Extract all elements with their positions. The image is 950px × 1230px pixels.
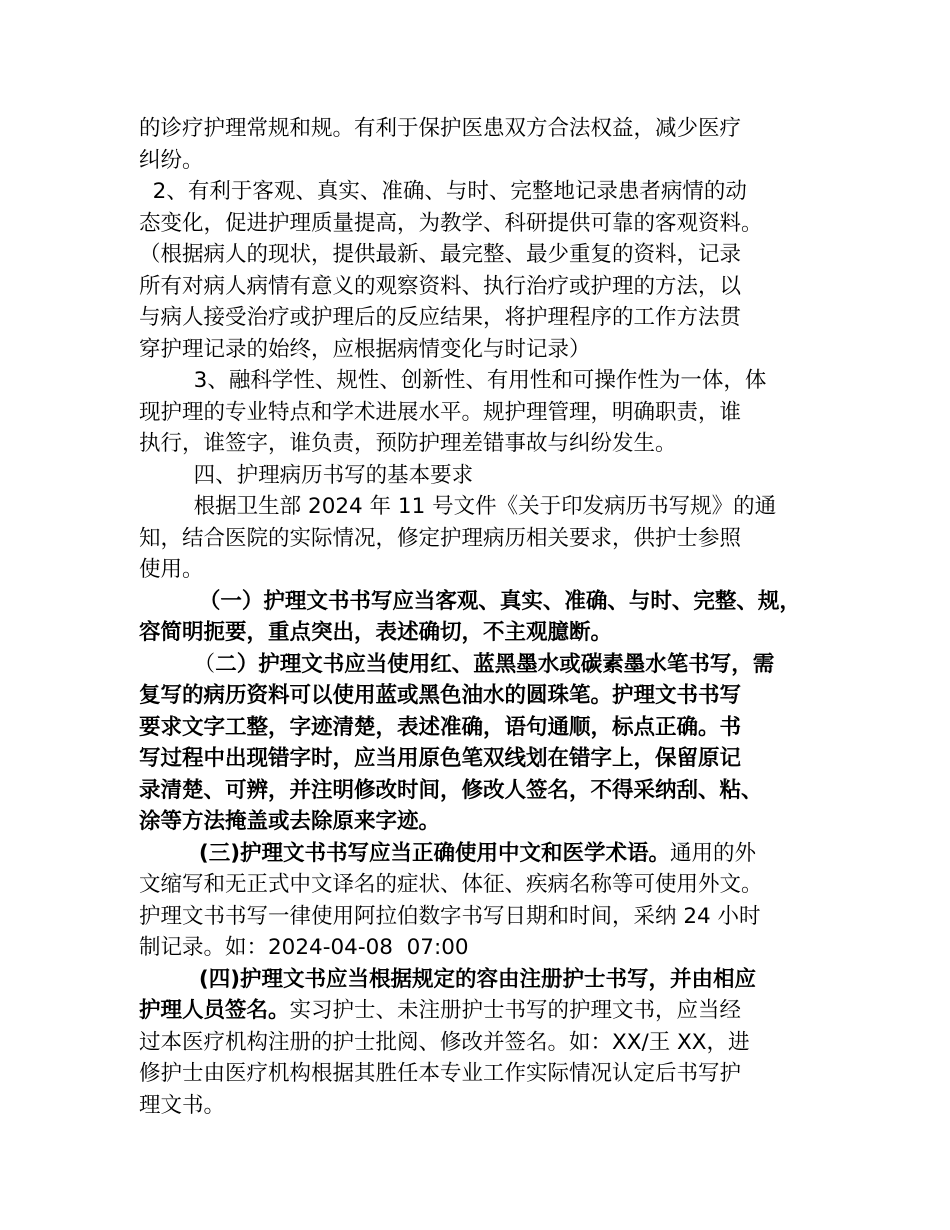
text-line <box>139 1090 829 1122</box>
text-line <box>139 680 829 712</box>
text-line <box>139 838 829 870</box>
document-page <box>139 113 829 1121</box>
text-line <box>139 176 829 208</box>
text-line <box>139 208 829 240</box>
text-line <box>139 775 829 807</box>
text-segment: 根据卫生部 2024 年 11 号文件《关于印发病历书写规》的通 <box>139 494 777 519</box>
text-segment: 纠纷。 <box>139 147 204 173</box>
text-segment: 四、护理病历书写的基本要求 <box>139 462 474 488</box>
bold-text-segment: 复写的病历资料可以使用蓝或黑色油水的圆珠笔。护理文书书写 <box>139 683 742 708</box>
text-segment: 理文书。 <box>139 1092 226 1118</box>
text-line <box>139 271 829 303</box>
text-segment: 穿护理记录的始终，应根据病情变化与时记录） <box>139 336 591 362</box>
text-line <box>139 334 829 366</box>
text-line <box>139 964 829 996</box>
text-line <box>139 869 829 901</box>
text-line <box>139 491 829 523</box>
bold-text-segment: 护理人员签名。 <box>139 998 290 1023</box>
text-line <box>139 586 829 618</box>
text-segment: 制记录。如：2024-04-08 07:00 <box>139 935 469 960</box>
text-segment: 知，结合医院的实际情况，修定护理病历相关要求，供护士参照 <box>139 525 742 551</box>
text-line <box>139 554 829 586</box>
text-line <box>139 617 829 649</box>
bold-text-segment: （一）护理文书书写应当客观、真实、准确、与时、完整、规， <box>139 588 801 614</box>
text-segment: 3、融科学性、规性、创新性、有用性和可操作性为一体，体 <box>139 368 767 393</box>
text-line <box>139 239 829 271</box>
text-segment: （根据病人的现状，提供最新、最完整、最少重复的资料，记录 <box>139 242 742 267</box>
bold-text-segment: 二）护理文书应当使用红、蓝黑墨水或碳素墨水笔书写，需 <box>215 651 775 677</box>
text-segment: 修护士由医疗机构根据其胜任本专业工作实际情况认定后书写护 <box>139 1061 742 1086</box>
text-segment: 实习护士、未注册护士书写的护理文书，应当经 <box>289 998 742 1023</box>
text-segment: 现护理的专业特点和学术进展水平。规护理管理，明确职责，谁 <box>139 399 742 425</box>
text-line <box>139 649 829 681</box>
text-segment: 2、有利于客观、真实、准确、与时、完整地记录患者病情的动 <box>139 179 747 204</box>
bold-text-segment: 要求文字工整，字迹清楚，表述准确，语句通顺，标点正确。书 <box>139 714 742 740</box>
bold-text-segment: 写过程中出现错字时，应当用原色笔双线划在错字上，保留原记 <box>139 746 742 771</box>
bold-text-segment: (三)护理文书书写应当正确使用中文和医学术语。 <box>139 840 671 866</box>
text-line <box>139 428 829 460</box>
text-line <box>139 145 829 177</box>
text-line <box>139 460 829 492</box>
text-segment: 与病人接受治疗或护理后的反应结果，将护理程序的工作方法贯 <box>139 305 742 330</box>
text-segment: 护理文书书写一律使用阿拉伯数字书写日期和时间，采纳 24 小时 <box>139 903 761 929</box>
bold-text-segment: 涂等方法掩盖或去除原来字迹。 <box>139 809 441 834</box>
text-line <box>139 523 829 555</box>
text-segment: （ <box>139 651 216 677</box>
text-line <box>139 995 829 1027</box>
text-line <box>139 743 829 775</box>
text-segment: 使用。 <box>139 557 204 582</box>
text-line <box>139 806 829 838</box>
text-segment: 通用的外 <box>670 840 757 866</box>
text-segment: 执行，谁签字，谁负责，预防护理差错事故与纠纷发生。 <box>139 431 677 456</box>
bold-text-segment: 容简明扼要，重点突出，表述确切，不主观臆断。 <box>139 620 613 645</box>
text-line <box>139 397 829 429</box>
text-line <box>139 901 829 933</box>
text-segment: 文缩写和无正式中文译名的症状、体征、疾病名称等可使用外文。 <box>139 872 763 897</box>
text-segment: 的诊疗护理常规和规。有利于保护医患双方合法权益，减少医疗 <box>139 116 742 141</box>
text-segment: 过本医疗机构注册的护士批阅、修改并签名。如：XX/王 XX，进 <box>139 1029 750 1055</box>
bold-text-segment: 录清楚、可辨，并注明修改时间，修改人签名，不得采纳刮、粘、 <box>139 777 763 803</box>
text-line <box>139 1058 829 1090</box>
text-segment: 所有对病人病情有意义的观察资料、执行治疗或护理的方法，以 <box>139 273 742 299</box>
text-line <box>139 365 829 397</box>
text-segment: 态变化，促进护理质量提高，为教学、科研提供可靠的客观资料。 <box>139 210 763 236</box>
bold-text-segment: (四)护理文书应当根据规定的容由注册护士书写，并由相应 <box>139 966 757 992</box>
text-line <box>139 932 829 964</box>
text-line <box>139 1027 829 1059</box>
text-line <box>139 712 829 744</box>
text-line <box>139 302 829 334</box>
text-line <box>139 113 829 145</box>
